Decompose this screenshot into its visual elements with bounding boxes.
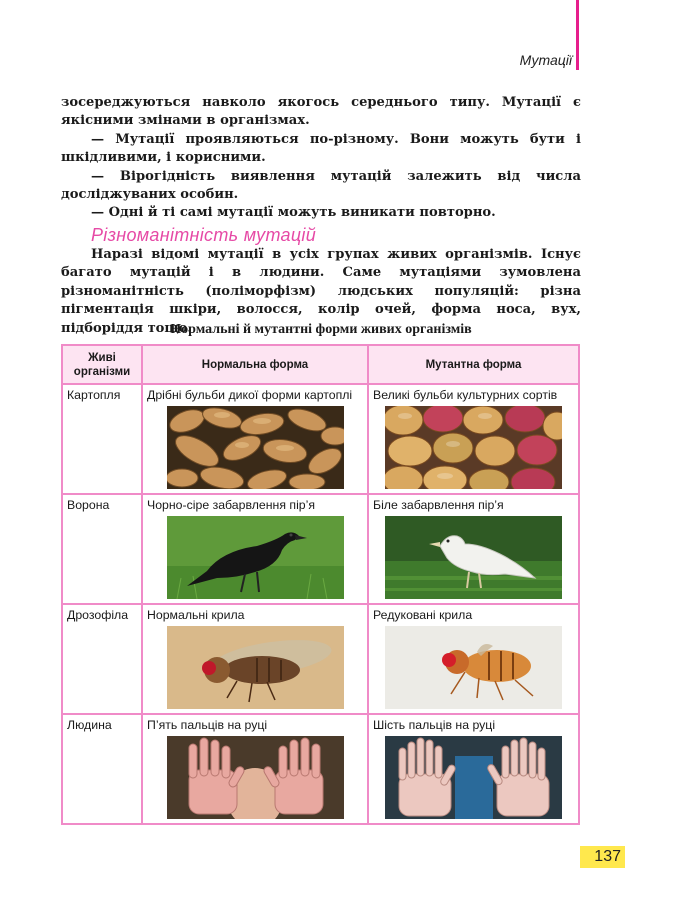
normal-label: П’ять пальців на руці — [147, 718, 268, 732]
intro-text — [61, 94, 581, 223]
organism-cell — [62, 494, 142, 604]
organism-label: Картопля — [67, 388, 121, 402]
page-number: 137 — [580, 846, 625, 868]
six-fingers-photo — [385, 736, 562, 819]
organism-cell — [62, 604, 142, 714]
organism-label: Людина — [67, 718, 112, 732]
normal-cell — [142, 714, 368, 824]
running-head: Мутації — [519, 52, 572, 68]
mutations-table — [61, 344, 580, 825]
header-normal: Нормальна форма — [142, 345, 368, 384]
mutant-cell — [368, 494, 579, 604]
table-row — [62, 604, 579, 714]
normal-cell — [142, 384, 368, 494]
normal-label: Нормальні крила — [147, 608, 245, 622]
normal-label: Чорно-сіре забарвлення пір’я — [147, 498, 316, 512]
mutant-cell — [368, 714, 579, 824]
table-row — [62, 494, 579, 604]
dash-item-1: — Мутації проявляються по-різному. Вони можуть бути і шкідливими, і корисними. — [61, 131, 581, 166]
organism-label: Дрозофіла — [67, 608, 129, 622]
organism-cell — [62, 714, 142, 824]
mutant-label: Редуковані крила — [373, 608, 473, 622]
mutant-label: Шість пальців на руці — [373, 718, 496, 732]
header-mutant: Мутантна форма — [368, 345, 579, 384]
mutant-cell — [368, 384, 579, 494]
normal-label: Дрібні бульби дикої форми картоплі — [147, 388, 353, 402]
table-row — [62, 714, 579, 824]
table-row — [62, 384, 579, 494]
table-header-row — [62, 345, 579, 384]
five-fingers-photo — [167, 736, 344, 819]
mutant-cell — [368, 604, 579, 714]
dash-item-2: — Вірогідність виявлення мутацій залежить від числа досліджуваних особин. — [61, 168, 581, 203]
paragraph-text: Наразі відомі мутації в усіх групах живих організмів. Існує багато мутацій і в людини. Саме мутаціями зумовлена різноманітність (поліморфізм) людських популяцій: різна пігментація шкіри, волосся, колір очей, форма носа, вух, підборіддя тощо. — [61, 247, 581, 336]
normal-cell — [142, 604, 368, 714]
accent-bar — [576, 0, 579, 70]
organism-label: Ворона — [67, 498, 110, 512]
mutant-label: Великі бульби культурних сортів — [373, 388, 558, 402]
black-crow-photo — [167, 516, 344, 599]
cultivated-potato-photo — [385, 406, 562, 489]
organism-cell — [62, 384, 142, 494]
white-crow-photo — [385, 516, 562, 599]
section-title: Різноманітність мутацій — [91, 225, 317, 245]
table-caption: Нормальні й мутантні форми живих організмів — [170, 322, 472, 337]
mutant-label: Біле забарвлення пір’я — [373, 498, 504, 512]
reduced-wing-fly-photo — [385, 626, 562, 709]
wild-potato-photo — [167, 406, 344, 489]
paragraph-line: зосереджуються навколо якогось середнього типу. Мутації є якісними змінами в організмах. — [61, 95, 581, 129]
dash-item-3: — Одні й ті самі мутації можуть виникати повторно. — [91, 205, 496, 221]
normal-cell — [142, 494, 368, 604]
normal-fly-photo — [167, 626, 344, 709]
header-organisms: Живі організми — [62, 345, 142, 384]
